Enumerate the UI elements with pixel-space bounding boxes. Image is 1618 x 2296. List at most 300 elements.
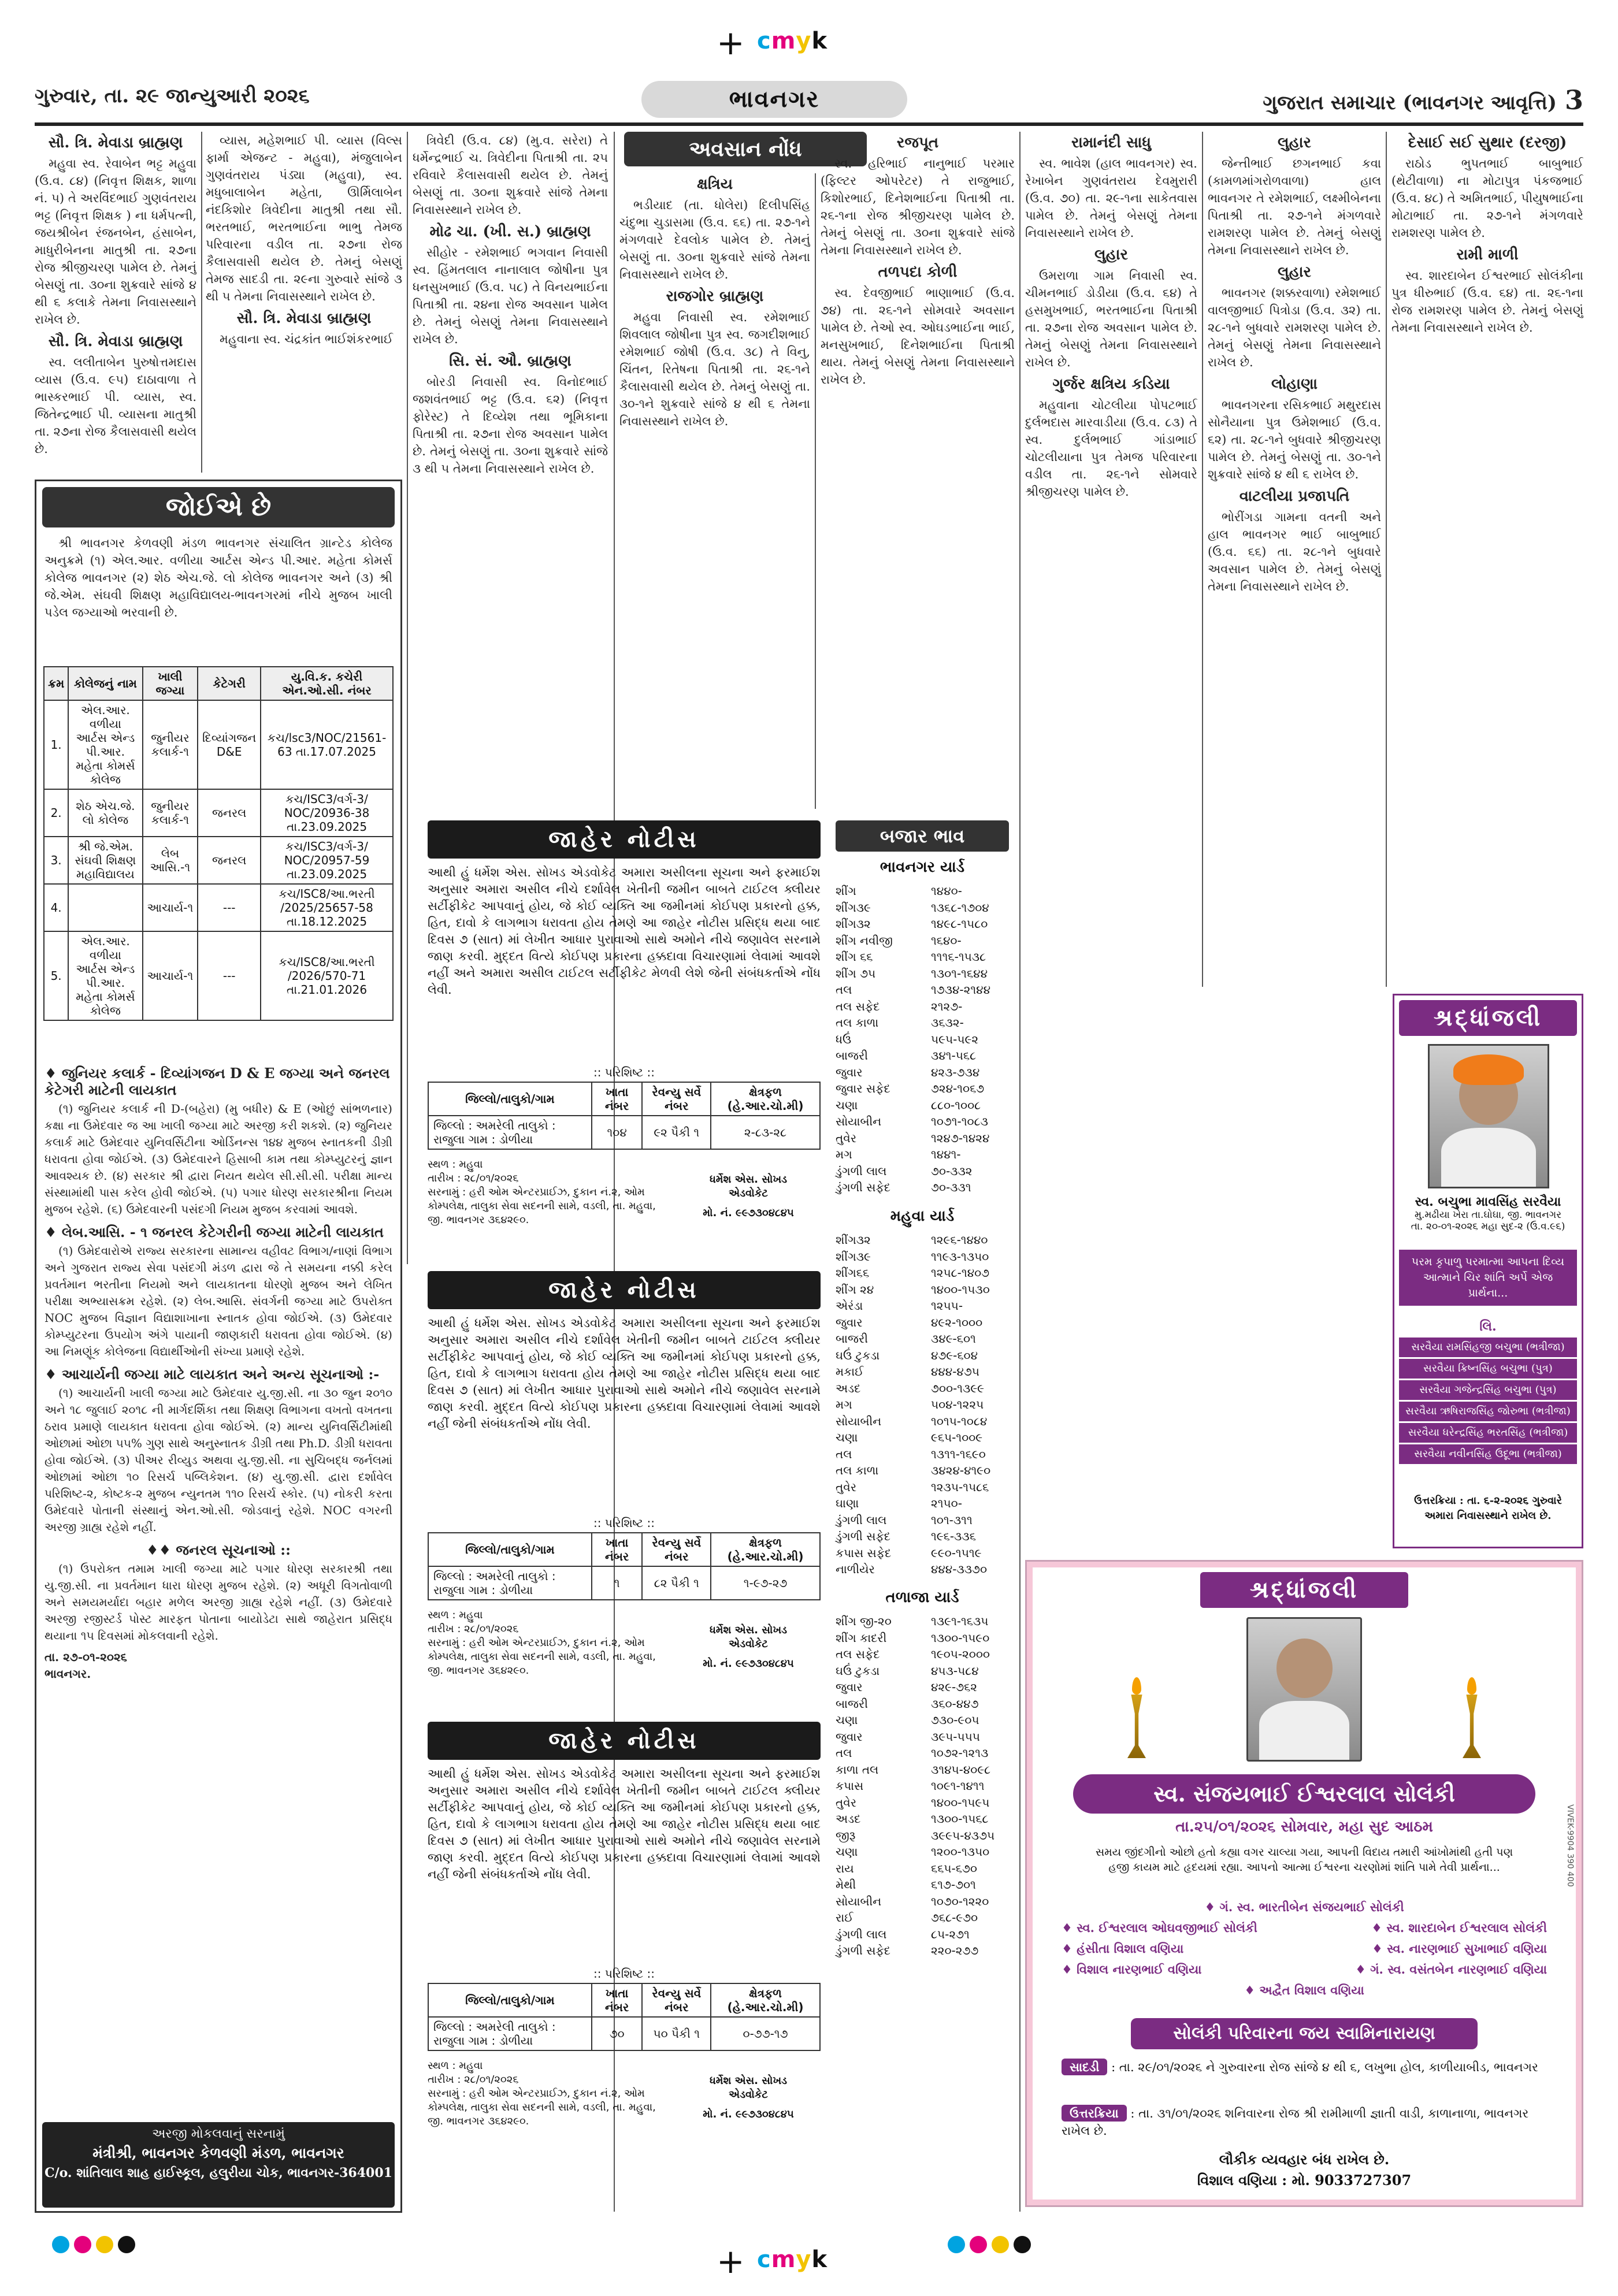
column-divider [201, 132, 202, 473]
table-row [44, 789, 393, 837]
commodity-name: મેથી [836, 1878, 856, 1892]
notice-footer-right [676, 1623, 821, 1671]
market-row [836, 1479, 1009, 1496]
family-member: સરવૈયા ક્રિષ્નસિંહ બચુભા (પુત્ર) [1399, 1359, 1577, 1379]
obit-text: ત્રિવેદી (ઉ.વ. ૮૪) (મુ.વ. સરેરા) તે ધર્મેન્દ્રભાઈ ચ. ત્રિવેદીના પિતાશ્રી તા. ૨૫ રવિવારે કૈલાસવાસી થયેલ છે. તેમનું બેસણું તા. ૩૦ના શુક્રવારે સાંજે તેમના નિવાસસ્થાને રાખેલ છે. [413, 133, 608, 217]
family-member: ♦ વિશાલ નારણભાઈ વણિયા [1062, 1962, 1202, 1977]
commodity-name: શીંગ જી-૨૦ [836, 1614, 892, 1628]
commodity-price: ૧૩૧૧-૧૬૯૦ [931, 1447, 986, 1461]
commodity-name: મકાઈ [836, 1365, 864, 1379]
family-member: ♦ સ્વ. શારદાબેન ઈશ્વરલાલ સોલંકી [1371, 1920, 1547, 1935]
column-divider [1019, 132, 1020, 2212]
uttarkriya-text: : તા. ૩૧/૦૧/૨૦૨૬ શનિવારના રોજ શ્રી રામીમાળી જ્ઞાતી વાડી, કાળાનાળા, ભાવનગર રાખેલ છે. [1062, 2106, 1529, 2138]
commodity-name: જુવાર [836, 1729, 863, 1744]
market-row [836, 916, 1009, 932]
obit-title: ગુર્જર ક્ષત્રિય કડિયા [1052, 376, 1170, 393]
commodity-name: તલ કાળા [836, 1463, 879, 1477]
table-col-header: રેવન્યુ સર્વે નંબર [642, 1983, 711, 2017]
market-row [836, 1446, 1009, 1463]
table-cell: એલ.આર. વળીયા આર્ટસ એન્ડ પી.આર. મહેતા કોમર્સ કોલેજ [68, 700, 142, 789]
commodity-name: શીંગ૩૨ [836, 1233, 871, 1247]
column-divider [1386, 132, 1387, 987]
tribute-date: તા. ૨૦-૦૧-૨૦૨૬ મહા સુદ-૨ (ઉ.વ.૯૬) [1411, 1221, 1565, 1232]
commodity-price: ૧૧૧૬-૧૫૩૮ [931, 950, 986, 964]
commodity-price: ૬૧૭-૭૦૧ [931, 1878, 976, 1892]
table-cell: જિલ્લો : અમરેલી તાલુકો : રાજુલા ગામ : ડોળીયા [428, 1566, 592, 1600]
market-row [836, 1331, 1009, 1347]
obit-text: વ્યાસ, મહેશભાઈ પી. વ્યાસ (વિલ્સ ફાર્મા એજન્ટ - મહુવા), મંજુલાબેન ગુણવંતરાય પંડ્યા (મહુવા), સ્વ. મધુબાલાબેન મહેતા, ઊર્મિલાબેન નંદકિશોર ત્રિવેદીના માતુશ્રી તથા સૌ. ભરતભાઈ, ભરતભાઈના ભાભુ તેમજ પરિવારના વડીલ તા. ૨૭ના રોજ કૈલાસવાસી થયેલ છે. તેમનું બેસણું તેમજ સાદડી તા. ૨૯ના ગુરુવારે સાંજે ૩ થી ૫ તેમના નિવાસસ્થાને રાખેલ છે. [206, 133, 402, 303]
obit-text: સ્વ. ભાવેશ (હાલ ભાવનગર) સ્વ. રેખાબેન ગુણવંતરાય દેવમુરારી (ઉ.વ. ૭૦) તા. ૨૯-૧ના સાકેતવાસ પામેલ છે. તેમનું બેસણું તેમના નિવાસસ્થાને રાખેલ છે. [1025, 157, 1197, 240]
page-number: 3 [1564, 84, 1583, 116]
commodity-name: જીરૂ [836, 1828, 856, 1842]
commodity-price: ૮૮૦-૧૦૦૮ [931, 1098, 981, 1112]
obit-text: ભાવનગર (શક્કરવાળા) રમેશભાઈ વાલજીભાઈ પિત્રોડા (ઉ.વ. ૩૨) તા. ૨૮-૧ને બુધવારે રામશરણ પામેલ છે. તેમનું બેસણું તેમના નિવાસસ્થાને રાખેલ છે. [1208, 286, 1381, 369]
sadadi-info [1062, 2059, 1547, 2076]
obit-text: ઉમરાળા ગામ નિવાસી સ્વ. ચીમનભાઈ ડોડીયા (ઉ.વ. ૬૪) તે હસમુખભાઈ, ભરતભાઈના પિતાશ્રી તા. ૨૭ના રોજ અવસાન પામેલ છે. તેમનું બેસણું તેમના નિવાસસ્થાને રાખેલ છે. [1025, 269, 1197, 369]
obit-column-3 [413, 132, 608, 808]
header-rule [35, 122, 1583, 126]
jobs-conditions [44, 1059, 392, 2093]
commodity-name: ડુંગળી સફેદ [836, 1944, 890, 1957]
notice-date: તારીખ : ૨૮/૦૧/૨૦૨૬ [428, 2074, 519, 2086]
family-member: ♦ અદ્વૈત વિશાલ વણિયા [1244, 1983, 1364, 1997]
commodity-name: નાળીયેર [836, 1562, 875, 1576]
jobs-section-title: ♦♦ જનરલ સૂચનાઓ :: [146, 1541, 291, 1558]
commodity-name: કાળા તલ [836, 1762, 879, 1777]
commodity-price: ૭૦-૩૩૧ [931, 1180, 971, 1194]
table-cell: જનરલ [198, 789, 261, 837]
commodity-price: ૧૬૪૦- [931, 933, 962, 948]
market-row [836, 998, 1009, 1015]
obit-text: સ્વ. હરિભાઈ નાનુભાઈ પરમાર (ફિલ્ટર ઓપરેટર) તે રાજુભાઈ, કિશોરભાઈ, દિનેશભાઈના પિતાશ્રી તા. ૨૬-૧ના રોજ શ્રીજીચરણ પામેલ છે. તેમનું બેસણું તા. ૩૦ના શુક્રવારે સાંજે તેમના નિવાસસ્થાને રાખેલ છે. [821, 157, 1015, 257]
market-row [836, 1495, 1009, 1512]
commodity-price: ૧૨૯૬-૧૪૪૦ [931, 1233, 988, 1247]
jobs-col-header: કોલેજનું નામ [68, 667, 142, 700]
market-row [836, 900, 1009, 916]
table-cell: ૭૦ [592, 2017, 643, 2050]
column-divider [407, 132, 408, 1264]
jobs-section-title: ♦ જુનિયર કલાર્ક - દિવ્યાંગજન D & E જગ્યા અને જનરલ કેટેગરી માટેની લાયકાત [44, 1065, 390, 1098]
table-cell [68, 884, 142, 931]
obit-text: ભોરીંગડા ગામના વતની અને હાલ ભાવનગર ભાઈ બાબુભાઈ (ઉ.વ. ૬૬) તા. ૨૮-૧ને બુધવારે અવસાન પામેલ છે. તેમનું બેસણું તેમના નિવાસસ્થાને રાખેલ છે. [1208, 510, 1381, 593]
commodity-name: ડુંગળી સફેદ [836, 1529, 890, 1543]
commodity-price: ૧૩૦૧-૧૬૪૪ [931, 966, 988, 980]
market-row [836, 1512, 1009, 1529]
cmyk-label: cmyk [757, 28, 828, 54]
market-row [836, 1729, 1009, 1745]
market-row [836, 1265, 1009, 1281]
portrait-body [1441, 1128, 1535, 1187]
table-cell: આચાર્ય-૧ [143, 931, 198, 1020]
market-row [836, 1762, 1009, 1778]
market-row [836, 1249, 1009, 1265]
commodity-price: ૪૨૩-૭૩૪ [931, 1065, 980, 1079]
table-col-header: ક્ષેત્રફળ (હે.આર.ચો.મી) [711, 1533, 820, 1566]
table-cell: 2. [44, 789, 68, 837]
tribute-heading: શ્રદ્ધાંજલી [1399, 1000, 1577, 1036]
obit-title: વાટલીયા પ્રજાપતિ [1239, 488, 1350, 505]
jobs-section-text: (૧) જુનિયર કલાર્ક ની D-(બહેરા) (મુ બધીર) & E (ઓછું સાંભળનાર) કક્ષા ના ઉમેદવાર જ આ ખાલી જગ્યા માટે અરજી કરી શકશે. (૨) જુનિયર કલાર્ક માટે ઉમેદવાર યુનિવર્સિટીના ઓર્ડિનન્સ ૧૪૪ મુજબ સ્નાતકની ડીગ્રી ધરાવતા હોવા જોઈએ. (૩) ઉમેદવારને હિસાબી કામ તથા કોમ્પ્યુટરનું જ્ઞાન આવશ્યક છે. (૪) સરકાર શ્રી દ્વારા નિયત થયેલ સી.સી.સી. પરીક્ષા માન્ય સંસ્થામાંથી પાસ કરેલ હોવી જોઈએ. (૫) પગાર ધોરણ સરકારશ્રીના નિયમ મુજબ રહેશે. (૬) ઉમેદવારની પસંદગી નિયમ મુજબ કરવામાં આવશે. [44, 1102, 392, 1216]
tribute-name: સ્વ. બચુભા માવસિંહ સરવૈયા [1415, 1194, 1561, 1209]
commodity-name: ઘાણા [836, 1496, 859, 1510]
magenta-dot [74, 2236, 91, 2253]
commodity-price: ૨૧૨૭- [931, 999, 963, 1013]
family-row [1062, 1938, 1547, 1959]
jobs-col-header: કેટેગરી [198, 667, 261, 700]
obit-column-2 [206, 132, 402, 473]
market-row [836, 1031, 1009, 1048]
obit-text: સ્વ. શારદાબેન ઈશ્વરભાઈ સોલંકીના પુત્ર ધીરુભાઈ (ઉ.વ. ૬૪) તા. ૨૬-૧ના રોજ રામશરણ પામેલ છે. તેમનું બેસણું તેમના નિવાસસ્થાને રાખેલ છે. [1391, 269, 1583, 335]
obit-text: સ્વ. દેવજીભાઈ ભાણાભાઈ (ઉ.વ. ૭૪) તા. ૨૬-૧ને સોમવારે અવસાન પામેલ છે. તેઓ સ્વ. ઓઘડભાઈના ભાઈ, મનસુખભાઈ, દિનેશભાઈના પિતાશ્રી થાય. તેમનું બેસણું તેમના નિવાસસ્થાને રાખેલ છે. [821, 286, 1015, 387]
notice-mobile: મો. નં. ૯૯૭૩૦૪૮૪૫ [703, 1207, 794, 1219]
notice-body: આથી હું ધર્મેશ એસ. સોખડ એડવોકેટ અમારા અસીલના સૂચના અને ફરમાઈશ અનુસાર અમારા અસીલ નીચે દર્શાવેલ ખેતીની જમીન બાબતે ટાઈટલ ક્લીયર સર્ટીફીકેટ આપવાનું હોય, જે કોઈ વ્યક્તિ આ જમીનમાં કોઈપણ પ્રકારનો હક્ક, હિત, દાવો કે લાગભાગ ધરાવતા હોય તેમણે આ જાહેર નોટીસ પ્રસિદ્ધ થયા બાદ દિવસ ૭ (સાત) માં લેખીત આધાર પુરાવાઓ સાથે અમોને નીચે જણાવેલ સરનામે જાણ કરવી. મુદ્દત વિત્યે કોઈપણ પ્રકારના હક્કદાવા વિચારણામાં લેવામાં આવશે નહીં જેની સંબંધકર્તાએ નોંધ લેવી. [428, 1316, 821, 1431]
tribute-uttarkriya: ઉત્તરક્રિયા : તા. ૬-૨-૨૦૨૬ ગુરુવારે અમારા નિવાસસ્થાને રાખેલ છે. [1414, 1495, 1562, 1522]
tribute-ad-2 [1025, 1560, 1583, 2207]
market-row [836, 1630, 1009, 1647]
commodity-name: તુવેર [836, 1480, 857, 1494]
table-cell: શેઠ એચ.જે. લો કોલેજ [68, 789, 142, 837]
market-row [836, 1745, 1009, 1762]
commodity-name: શીંગ ૨૪ [836, 1282, 874, 1296]
market-yard-title: મહુવા યાર્ડ [890, 1208, 955, 1225]
table-col-header: જિલ્લો/તાલુકો/ગામ [428, 1082, 592, 1116]
notice-place: સ્થળ : મહુવા [428, 1609, 483, 1621]
jobs-footer-line: અરજી મોકલવાનું સરનામું [152, 2127, 285, 2141]
family-banner: સોલંકી પરિવારના જય સ્વામિનારાયણ [1131, 2018, 1478, 2049]
obit-title: સૌ. ત્રિ. મેવાડા બ્રાહ્મણ [48, 134, 183, 151]
commodity-name: રાઈ [836, 1911, 853, 1925]
family-member: સરવૈયા ધરેન્દ્રસિંહ ભરતસિંહ (ભત્રીજા) [1399, 1423, 1577, 1443]
market-yard-1-list [836, 883, 1009, 1196]
jobs-footer-line: મંત્રીશ્રી, ભાવનગર કેળવણી મંડળ, ભાવનગર [92, 2145, 344, 2161]
table-cell: કચ/lsc3/NOC/21561-63 તા.17.07.2025 [261, 700, 393, 789]
market-row [836, 1281, 1009, 1298]
market-row [836, 932, 1009, 949]
notice-table [428, 1532, 821, 1600]
registration-mark-bottom [717, 2244, 901, 2279]
market-row [836, 1429, 1009, 1446]
family-member: સરવૈયા ઋષિરાજસિંહ જોરુભા (ભત્રીજા) [1399, 1402, 1577, 1421]
commodity-name: તલ કાળા [836, 1016, 879, 1030]
cyan-dot [52, 2236, 69, 2253]
obit-text: ભાવનગરના રસિકભાઈ મથુરદાસ સોનૈયાના પુત્ર ઉમેશભાઈ (ઉ.વ. ૬૨) તા. ૨૮-૧ને બુધવારે શ્રીજીચરણ પામેલ છે. તેમનું બેસણું તા. ૩૦-૧ને શુક્રવારે સાંજે ૪ થી ૬ રાખેલ છે. [1208, 398, 1381, 481]
commodity-price: ૯૯૦-૧૫૧૯ [931, 1545, 982, 1560]
market-yard-3-list [836, 1613, 1009, 1959]
table-row [428, 1566, 820, 1600]
obit-column-1 [35, 132, 196, 473]
market-row [836, 1232, 1009, 1249]
commodity-price: ૧૨૫૮-૧૪૦૭ [931, 1266, 990, 1280]
market-row [836, 1712, 1009, 1729]
notice-body: આથી હું ધર્મેશ એસ. સોખડ એડવોકેટ અમારા અસીલના સૂચના અને ફરમાઈશ અનુસાર અમારા અસીલ નીચે દર્શાવેલ ખેતીની જમીન બાબતે ટાઈટલ ક્લીયર સર્ટીફીકેટ આપવાનું હોય, જે કોઈ વ્યક્તિ આ જમીનમાં કોઈપણ પ્રકારનો હક્ક, હિત, દાવો કે લાગભાગ ધરાવતા હોય તેમણે આ જાહેર નોટીસ પ્રસિદ્ધ થયા બાદ દિવસ ૭ (સાત) માં લેખીત આધાર પુરાવાઓ સાથે અમોને નીચે જણાવેલ સરનામે જાણ કરવી. મુદ્દત વિત્યે કોઈપણ પ્રકારના હક્કદાવા વિચારણામાં લેવામાં આવશે નહીં જેની સંબંધકર્તાએ નોંધ લેવી. [428, 1767, 821, 1881]
notice-place: સ્થળ : મહુવા [428, 1158, 483, 1171]
table-row [44, 884, 393, 931]
market-row [836, 1179, 1009, 1196]
obit-text: સીહોર - રમેશભાઈ ભગવાન નિવાસી સ્વ. હિંમતલાલ નાનાલાલ જોષીના પુત્ર ધનસુખભાઈ (ઉ.વ. ૫૮) તે વિનયભાઈના પિતાશ્રી તા. ૨૪ના રોજ અવસાન પામેલ છે. તેમનું બેસણું તેમના નિવાસસ્થાને રાખેલ છે. [413, 246, 608, 346]
family-member: સરવૈયા રામસિંહજી બચુભા (ભત્રીજા) [1399, 1338, 1577, 1357]
commodity-name: તલ [836, 983, 852, 997]
table-col-header: જિલ્લો/તાલુકો/ગામ [428, 1533, 592, 1566]
table-cell: જુનીયર કલાર્ક-૧ [143, 789, 198, 837]
table-cell: ૨-૮૩-૨૮ [711, 1116, 820, 1149]
obit-title: ક્ષત્રિય [696, 176, 733, 193]
table-cell: કચ/ISC8/આ.ભરતી /2025/25657-58 તા.18.12.2025 [261, 884, 393, 931]
commodity-price: ૧૦૯૧-૧૪૧૧ [931, 1779, 985, 1793]
tribute-heading: શ્રદ્ધાંજલી [1200, 1572, 1408, 1608]
tribute-caption [1399, 1194, 1577, 1232]
market-row [836, 1064, 1009, 1081]
commodity-name: શીંગ૬૬ [836, 1266, 870, 1280]
market-row [836, 1827, 1009, 1844]
market-yard-title: ભાવનગર યાર્ડ [879, 859, 965, 876]
commodity-price: ૪૯૨-૧૦૦૦ [931, 1315, 983, 1329]
commodity-name: અડદ [836, 1381, 861, 1395]
tribute-family-list [1399, 1338, 1577, 1466]
notice-schedule-title: :: પરિશિષ્ટ :: [593, 1065, 655, 1079]
yellow-dot [96, 2236, 113, 2253]
table-row [44, 837, 393, 884]
commodity-name: બાજરી [836, 1332, 868, 1346]
jobs-section-text: (૧) ઉપરોક્ત તમામ ખાલી જગ્યા માટે પગાર ધોરણ સરકારશ્રી તથા યુ.જી.સી. ના પ્રવર્તમાન ધારા ધોરણ મુજબ રહેશે. (૨) અધૂરી વિગતોવાળી અને સમયમર્યાદા બહાર મળેલ અરજી ગ્રાહ્ય રહેશે નહીં. (૩) ઉમેદવારે અરજી રજીસ્ટર્ડ પોસ્ટ મારફત પોતાના બાયોડેટા સાથે જાહેરાત પ્રસિદ્ધ થયાના ૧૫ દિવસમાં મોકલવાની રહેશે. [44, 1562, 392, 1643]
jobs-footer [42, 2122, 395, 2208]
color-calibration-dots [948, 2236, 1031, 2253]
portrait-turban [1453, 1054, 1524, 1086]
commodity-name: જુવાર [836, 1065, 863, 1079]
market-row [836, 1844, 1009, 1860]
commodity-price: ૧૪૦૦-૧૫૯૫ [931, 1795, 990, 1810]
tribute-family-heading: લિ. [1479, 1319, 1497, 1334]
table-col-header: ક્ષેત્રફળ (હે.આર.ચો.મી) [711, 1082, 820, 1116]
table-cell: ૯૨ પૈકી ૧ [642, 1116, 711, 1149]
jobs-section-title: ♦ આચાર્યની જગ્યા માટે લાયકાત અને અન્ય સૂચનાઓ :- [44, 1366, 380, 1383]
table-cell: ૧ [592, 1566, 643, 1600]
market-row [836, 1613, 1009, 1630]
commodity-name: સોયાબીન [836, 1114, 882, 1128]
notice-table [428, 1082, 821, 1150]
commodity-price: ૭૬૮-૯૭૦ [931, 1911, 978, 1925]
commodity-name: શીંગ ૭૫ [836, 966, 876, 980]
table-cell: ૦-૭૭-૧૭ [711, 2017, 820, 2050]
commodity-name: શીંગ૩૯ [836, 900, 871, 915]
commodity-name: તુવેર [836, 1795, 857, 1810]
commodity-price: ૩૪૯-૬૦૧ [931, 1332, 976, 1346]
commodity-price: ૪૫૩-૫૮૪ [931, 1663, 979, 1678]
registration-mark-top [717, 25, 901, 60]
obit-title: સિ. સં. ઔ. બ્રાહ્મણ [449, 352, 572, 370]
notice-footer-left [428, 1158, 670, 1227]
commodity-name: શીંગ કાદરી [836, 1630, 887, 1645]
jobs-table [43, 666, 394, 1021]
tribute-message: સમય જીંદગીનો ઓછો હતો કહ્યા વગર ચાલ્યા ગયા, આપની વિદાય તમારી આંખોમાંથી હતી પણ હજી કાયમ માટે હૃદયમાં રહ્યા. આપનો આત્મા ઈશ્વરના ચરણોમાં શાંતિ પામે તેવી પ્રાર્થના... [1095, 1846, 1513, 1874]
paper-name [1263, 84, 1583, 116]
commodity-price: ૨૨૦-૨૭૭ [931, 1944, 979, 1957]
commodity-name: ધઉં [836, 1032, 852, 1046]
obit-column-8 [1391, 132, 1583, 906]
commodity-price: ૧૩૯૧-૧૬૩૫ [931, 1614, 989, 1628]
market-row [836, 1146, 1009, 1163]
notice-schedule-title: :: પરિશિષ્ટ :: [593, 1967, 655, 1981]
market-row [836, 1561, 1009, 1578]
commodity-name: ચણા [836, 1431, 858, 1444]
jobs-section-title: ♦ લેબ.આસિ. - ૧ જનરલ કેટેગરીની જગ્યા માટેની લાયકાત [44, 1224, 384, 1240]
portrait-photo [1246, 1617, 1362, 1762]
family-row [1062, 1918, 1547, 1938]
table-cell: ૮૨ પૈકી ૧ [642, 1566, 711, 1600]
commodity-name: ચણા [836, 1098, 858, 1112]
table-cell: એલ.આર. વળીયા આર્ટસ એન્ડ પી.આર. મહેતા કોમર્સ કોલેજ [68, 931, 142, 1020]
market-row [836, 1679, 1009, 1696]
commodity-price: ૪૪૪-૪૭૫ [931, 1365, 979, 1379]
table-cell: ૫૦ પૈકી ૧ [642, 2017, 711, 2050]
uttarkriya-label: ઉત્તરક્રિયા [1062, 2105, 1127, 2122]
commodity-price: ૩૬૩૨- [931, 1016, 964, 1030]
jobs-col-header: ખાલી જગ્યા [143, 667, 198, 700]
magenta-dot [970, 2236, 987, 2253]
market-row [836, 1396, 1009, 1413]
market-row [836, 1646, 1009, 1663]
obit-text: બોરડી નિવાસી સ્વ. વિનોદભાઈ જશવંતભાઈ ભટ્ટ (ઉ.વ. ૬૨) (નિવૃત્ત ફોરેસ્ટ) તે દિવ્યેશ તથા ભૂમિકાના પિતાશ્રી તા. ૨૭ના રોજ અવસાન પામેલ છે. તેમનું બેસણું તા. ૩૦ના શુક્રવારે સાંજે ૩ થી ૫ તેમના નિવાસસ્થાને રાખેલ છે. [413, 375, 608, 475]
commodity-price: ૬૬૫-૬૭૦ [931, 1861, 977, 1875]
market-row [836, 1364, 1009, 1380]
market-row [836, 1926, 1009, 1943]
commodity-name: ડુંગળી લાલ [836, 1164, 887, 1178]
commodity-price: ૪૭૯-૬૦૪ [931, 1348, 978, 1362]
family-member: સરવૈયા ગજેન્દ્રસિંહ બચુભા (પુત્ર) [1399, 1380, 1577, 1400]
commodity-price: ૧૭૩૪-૨૧૪૪ [931, 983, 990, 997]
commodity-price: ૧૩૬૮-૧૭૦૪ [931, 900, 989, 915]
commodity-price: ૧૧૯૩-૧૩૫૦ [931, 1249, 989, 1264]
obit-title: રાજગોર બ્રાહ્મણ [666, 288, 764, 305]
black-dot [1014, 2236, 1031, 2253]
family-member: ♦ ગં. સ્વ. ભારતીબેન સંજયભાઈ સોલંકી [1204, 1900, 1404, 1914]
table-col-header: ક્ષેત્રફળ (હે.આર.ચો.મી) [711, 1983, 820, 2017]
cyan-dot [948, 2236, 965, 2253]
table-header-row [428, 1983, 820, 2017]
commodity-name: ડુંગળી લાલ [836, 1927, 887, 1941]
table-col-header: ખાતા નંબર [592, 1983, 643, 2017]
commodity-price: ૩૪૨૪-૪૧૯૦ [931, 1463, 991, 1477]
commodity-name: શીંગ૩૯ [836, 1249, 871, 1264]
table-cell: 5. [44, 931, 68, 1020]
jobs-date: તા. ૨૭-૦૧-૨૦૨૬ [44, 1650, 127, 1664]
commodity-name: શીંગ ૬૬ [836, 950, 873, 964]
commodity-price: ૧૦૧૫-૧૦૮૪ [931, 1414, 988, 1428]
jobs-intro [44, 534, 392, 662]
sadadi-label: સાદડી [1062, 2059, 1107, 2075]
table-cell: --- [198, 931, 261, 1020]
table-row [44, 931, 393, 1020]
crosshair-icon: + [717, 2242, 745, 2281]
commodity-name: ચણા [836, 1845, 858, 1859]
table-row [44, 700, 393, 789]
commodity-name: કપાસ સફેદ [836, 1545, 892, 1560]
portrait-body [1259, 1701, 1349, 1760]
closing-note: લૌકીક વ્યવહાર બંધ રાખેલ છે. [1219, 2151, 1390, 2168]
table-cell: કચ/ISC8/આ.ભરતી /2026/570-71 તા.21.01.2026 [261, 931, 393, 1020]
commodity-price: ૧૨૦૦-૧૩૫૦ [931, 1845, 990, 1859]
family-member: સરવૈયા નવીનસિંહ ઉદૂભા (ભત્રીજા) [1399, 1444, 1577, 1464]
table-cell: લેબ આસિ.-૧ [143, 837, 198, 884]
issue-date: ગુરુવાર, તા. ૨૯ જાન્યુઆરી ૨૦૨૬ [35, 84, 310, 107]
market-row [836, 1380, 1009, 1397]
commodity-price: ૧૪૪૧- [931, 1147, 961, 1161]
commodity-name: શીંગ નવીજી [836, 933, 893, 948]
commodity-price: ૧૪૯૮-૧૫૮૦ [931, 917, 988, 931]
market-row [836, 1015, 1009, 1031]
market-row [836, 1113, 1009, 1130]
table-cell: 3. [44, 837, 68, 884]
obit-column-6 [1025, 132, 1197, 987]
obit-text: મહુવા નિવાસી સ્વ. રમેશભાઈ શિવલાલ જોષીના પુત્ર સ્વ. જગદીશભાઈ રમેશભાઈ જોષી (ઉ.વ. ૩૮) તે વિનુ, ચિંતન, રિતેષના પિતાશ્રી તા. ૨૬-૧ને કૈલાસવાસી થયેલ છે. તેમનું બેસણું તા. ૩૦-૧ને શુક્રવારે સાંજે ૪ થી ૬ તેમના નિવાસસ્થાને રાખેલ છે. [619, 310, 810, 428]
deceased-name: સ્વ. સંજયભાઈ ઈશ્વરલાલ સોલંકી [1073, 1774, 1535, 1814]
obit-text: મહુવા સ્વ. રેવાબેન ભટ્ટ મહુવા (ઉ.વ. ૮૪) (નિવૃત્ત શિક્ષક, શાળા નં. ૫) તે અરવિંદભાઈ ગુણવંતરાય ભટ્ટ (નિવૃત્ત શિક્ષક ) ના ધર્મપત્ની, જયશ્રીબેન રંજનબેન, હંસાબેન, માધુરીબેનના માતુશ્રી તા. ૨૭ના રોજ શ્રીજીચરણ પામેલ છે. તેમનું બેસણું તા. ૩૦ના શુક્રવારે સાંજે ૪ થી ૬ કલાકે તેમના નિવાસસ્થાને રાખેલ છે. [35, 157, 196, 326]
obit-column-4 [619, 173, 810, 809]
market-row [836, 1663, 1009, 1680]
market-row [836, 1545, 1009, 1562]
notice-date: તારીખ : ૨૮/૦૧/૨૦૨૬ [428, 1172, 519, 1184]
table-header-row [428, 1082, 820, 1116]
commodity-name: બાજરી [836, 1696, 868, 1711]
notice-designation: એડવોકેટ [729, 2089, 768, 2101]
table-cell: આચાર્ય-૧ [143, 884, 198, 931]
notice-advocate: ધર્મેશ એસ. સોખડ [709, 1173, 788, 1186]
notice-schedule-title: :: પરિશિષ્ટ :: [593, 1516, 655, 1530]
notice-footer-right [676, 2074, 821, 2122]
commodity-price: ૫૦૪-૧૨૨૫ [931, 1398, 984, 1411]
table-cell: ૧-૯૭-૨૭ [711, 1566, 820, 1600]
commodity-price: ૩૯૯૫-૪૩૭૫ [931, 1828, 995, 1842]
market-row [836, 1097, 1009, 1114]
crosshair-icon: + [717, 23, 745, 62]
commodity-name: ચણા [836, 1713, 858, 1727]
table-cell: જનરલ [198, 837, 261, 884]
market-row [836, 949, 1009, 965]
commodity-price: ૧૪૦૦-૧૫૩૦ [931, 1282, 990, 1296]
column-divider [1202, 132, 1203, 987]
market-yard-2-list [836, 1232, 1009, 1578]
market-row [836, 1413, 1009, 1430]
commodity-price: ૭૨૪-૧૦૬૭ [931, 1082, 985, 1095]
table-cell: જિલ્લો : અમરેલી તાલુકો : રાજુલા ગામ : ડોળીયા [428, 1116, 592, 1149]
obit-title: લુહાર [1278, 263, 1311, 281]
notice-advocate: ધર્મેશ એસ. સોખડ [709, 2075, 788, 2087]
notice-mobile: મો. નં. ૯૯૭૩૦૪૮૪૫ [703, 1658, 794, 1670]
commodity-price: ૧૪૪૦- [931, 884, 962, 898]
jobs-heading: જોઈએ છે [42, 487, 395, 527]
commodity-name: ઘઉં ટુકડા [836, 1663, 880, 1678]
jobs-section-text: (૧) આચાર્યની ખાલી જગ્યા માટે ઉમેદવાર યુ.જી.સી. ના ૩૦ જુન ૨૦૧૦ અને ૧૮ જુલાઈ ૨૦૧૮ ની માર્ગદર્શિકા તથા શિક્ષણ વિભાગના વખતો વખતના ઠરાવ પ્રમાણે લાયકાત ધરાવતા હોવા જોઈએ. (૨) માન્ય યુનિવર્સિટીમાંથી ઓછામાં ઓછા ૫૫% ગુણ સાથે અનુસ્નાતક ડીગ્રી તથા Ph.D. ડીગ્રી ધરાવતા હોવા જોઈએ. (૩) પીઅર રીવ્યુડ અથવા યુ.જી.સી. ના સુચિબદ્ધ જર્નલમાં ઓછામાં ઓછા ૧૦ રિસર્ચ પબ્લિકેશન. (૪) યુ.જી.સી. દ્વારા દર્શાવેલ પરિશિષ્ટ-૨, કોષ્ટક-૨ મુજબ ન્યુનતમ ૧૧૦ રિસર્ચ સ્કોર. (૫) નોકરી કરતા ઉમેદવારે પોતાની સંસ્થાનું એન.ઓ.સી. જોડવાનું રહેશે. NOC વગરની અરજી ગ્રાહ્ય રહેશે નહીં. [44, 1386, 392, 1534]
notice-date: તારીખ : ૨૮/૦૧/૨૦૨૬ [428, 1623, 519, 1635]
market-row [836, 1298, 1009, 1314]
commodity-price: ૧૯૬-૩૩૬ [931, 1529, 976, 1543]
paper-title: ગુજરાત સમાચાર (ભાવનગર આવૃત્તિ) [1263, 91, 1557, 114]
commodity-price: ૧૦૭૦-૧૨૨૦ [931, 1894, 989, 1908]
notice-table [428, 1983, 821, 2051]
market-row [836, 965, 1009, 982]
family-member: ♦ સ્વ. નારણભાઈ સુખાભાઈ વણિયા [1371, 1941, 1547, 1956]
commodity-name: રાય [836, 1861, 854, 1875]
market-row [836, 1080, 1009, 1097]
jobs-ad [35, 480, 402, 2213]
table-cell: જુનીયર કલાર્ક-૧ [143, 700, 198, 789]
death-date: તા.૨૫/૦૧/૨૦૨૬ સોમવાર, મહા સુદ આઠમ [1175, 1818, 1433, 1836]
commodity-price: ૧૦૭૧-૧૦૮૩ [931, 1114, 988, 1128]
jobs-col-header: યુ.વિ.ક. કચેરી એન.ઓ.સી. નંબર [261, 667, 393, 700]
commodity-name: મગ [836, 1147, 852, 1161]
notice-designation: એડવોકેટ [729, 1187, 768, 1199]
city-tab: ભાવનગર [641, 81, 907, 118]
commodity-price: ૩૪૧-૫૬૮ [931, 1049, 977, 1062]
